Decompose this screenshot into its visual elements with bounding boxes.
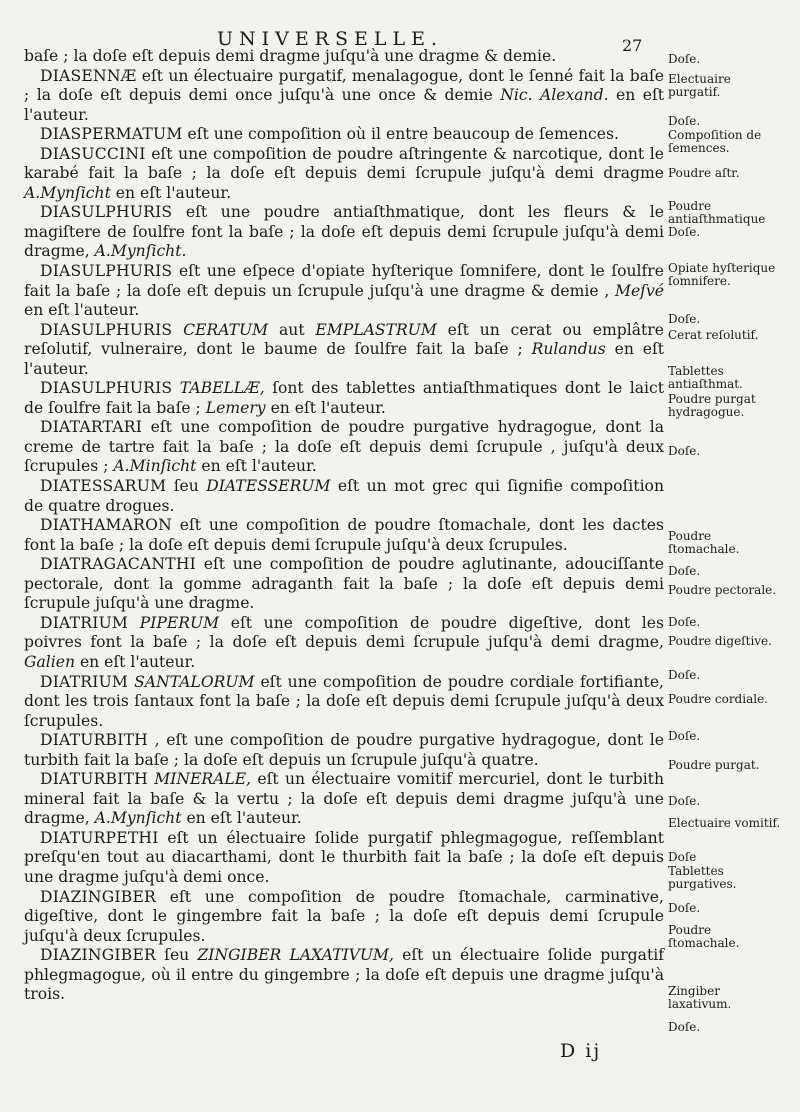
margin-note: Cerat reſolutif. (668, 328, 759, 342)
signature-mark: D ij (560, 1040, 602, 1062)
margin-note: Doſe. (668, 1020, 701, 1034)
margin-note: Poudre purgat hydragogue. (668, 392, 756, 419)
entry-diatessarum: DIATESSARUM ſeu DIATESSERUM eſt un mot grec qui ſignifie compoſition de quatre drogues. (24, 477, 664, 515)
entry-diasuccini: DIASUCCINI eſt une compoſition de poudre aſtringente & narcotique, dont le karabé fait la baſe ; la doſe eſt depuis demi ſcrupule juſqu'à demi dragme A.Mynſicht en eſt l'auteur. (24, 144, 664, 202)
entry-diathamaron: DIATHAMARON eſt une compoſition de poudre ſtomachale, dont les dactes font la baſe ; la doſe eſt depuis demi ſcrupule juſqu'à deux ſcrupules. (24, 516, 664, 554)
entry-diatartari: DIATARTARI eſt une compoſition de poudre purgative hydragogue, dont la creme de tartre fait la baſe ; la doſe eſt depuis demi ſcrupule , juſqu'à deux ſcrupules ; A.Minſicht en eſt l'auteur. (24, 418, 664, 476)
margin-note: Zingiber laxativum. (668, 984, 732, 1011)
entry-diaspermatum: DIASPERMATUM eſt une compoſition où il entre beaucoup de ſemences. (40, 125, 619, 144)
entry-diasulphuris-ceratum: DIASULPHURIS CERATUM aut EMPLASTRUM eſt un cerat ou emplâtre reſolutif, vulneraire, dont le baume de ſoulfre fait la baſe ; Rulandus en eſt l'auteur. (24, 320, 664, 378)
entry-diazingiber-laxativum: DIAZINGIBER ſeu ZINGIBER LAXATIVUM, eſt un électuaire ſolide purgatif phlegmagogue, où il entre du gingembre ; la doſe eſt depuis une dragme juſqu'à trois. (24, 946, 664, 1004)
margin-note: Poudre antiaſthmatique Doſe. (668, 199, 766, 239)
margin-note: Poudre ſtomachale. (668, 529, 740, 556)
entry-diaturpethi: DIATURPETHI eſt un électuaire ſolide purgatif phlegmagogue, reſſemblant preſqu'en tout au diacarthami, dont le thurbith fait la baſe ; la doſe eſt depuis une dragme juſqu'à demi once. (24, 828, 664, 886)
margin-note: Doſe. (668, 668, 701, 682)
entry-diazingiber: DIAZINGIBER eſt une compoſition de poudre ſtomachale, carminative, digeſtive, dont le gingembre fait la baſe ; la doſe eſt depuis demi ſcrupule juſqu'à deux ſcrupules. (24, 887, 664, 945)
margin-note: Doſe. (668, 312, 701, 326)
entry-diaturbith-minerale: DIATURBITH MINERALE, eſt un électuaire vomitif mercuriel, dont le turbith mineral fait la baſe & la vertu ; la doſe eſt depuis demi dragme juſqu'à une dragme, A.Mynſicht en eſt l'auteur. (24, 770, 664, 828)
margin-note: Doſe. (668, 444, 701, 458)
margin-note: Doſe. (668, 794, 701, 808)
margin-note: Doſe. (668, 52, 701, 66)
margin-note: Doſe. (668, 901, 701, 915)
running-header: UNIVERSELLE. (216, 28, 444, 50)
entry-diasulphuris-poudre: DIASULPHURIS eſt une poudre antiaſthmatique, dont les fleurs & le magiſtere de ſoulfre font la baſe ; la doſe eſt depuis demi ſcrupule juſqu'à demi dragme, A.Mynſicht. (24, 203, 664, 261)
main-text-column (24, 47, 664, 1005)
entry-diatrium-piperum: DIATRIUM PIPERUM eſt une compoſition de poudre digeſtive, dont les poivres font la baſe ; la doſe eſt depuis demi ſcrupule juſqu'à demi dragme, Galien en eſt l'auteur. (24, 613, 664, 671)
margin-note: Poudre ſtomachale. (668, 923, 740, 950)
margin-note: Poudre purgat. (668, 758, 760, 772)
margin-note: Poudre aſtr. (668, 166, 740, 180)
entry-diaturbith: DIATURBITH , eſt une compoſition de poudre purgative hydragogue, dont le turbith fait la baſe ; la doſe eſt depuis un ſcrupule juſqu'à quatre. (24, 731, 664, 769)
entry-diatrium-santalorum: DIATRIUM SANTALORUM eſt une compoſition de poudre cordiale fortifiante, dont les trois ſantaux font la baſe ; la doſe eſt depuis demi ſcrupule juſqu'à deux ſcrupules. (24, 672, 664, 730)
margin-note: Electuaire vomitif. (668, 816, 781, 830)
margin-note: Doſe. (668, 564, 701, 578)
entry-diasulphuris-opiate: DIASULPHURIS eſt une eſpece d'opiate hyſterique ſomnifere, dont le ſoulfre fait la baſe ; la doſe eſt depuis un ſcrupule juſqu'à une dragme & demie , Meſvé en eſt l'auteur. (24, 262, 664, 320)
margin-note: Tablettes antiaſthmat. (668, 364, 743, 391)
entry-diasennae: DIASENNÆ eſt un électuaire purgatif, menalagogue, dont le ſenné fait la baſe ; la doſe eſt depuis demi once juſqu'à une once & demie Nic. Alexand. en eſt l'auteur. (24, 66, 664, 124)
margin-note: Doſe. (668, 729, 701, 743)
margin-note: Doſe. (668, 615, 701, 629)
margin-note: Opiate hyſterique ſomnifere. (668, 261, 776, 288)
margin-note: Poudre digeſtive. (668, 634, 772, 648)
margin-note: Doſe (668, 850, 697, 864)
margin-note: Poudre cordiale. (668, 692, 768, 706)
margin-note: Compoſition de ſemences. (668, 128, 762, 155)
entry-diatragacanthi: DIATRAGACANTHI eſt une compoſition de poudre aglutinante, adouciſſante pectorale, dont la gomme adraganth fait la baſe ; la doſe eſt depuis demi ſcrupule juſqu'à une dragme. (24, 555, 664, 613)
entry-diasulphuris-tabellae: DIASULPHURIS TABELLÆ, ſont des tablettes antiaſthmatiques dont le laict de ſoulfre fait la baſe ; Lemery en eſt l'auteur. (24, 379, 664, 417)
margin-note: Poudre pectorale. (668, 583, 777, 597)
margin-note: Tablettes purgatives. (668, 864, 737, 891)
entry-continuation: baſe ; la doſe eſt depuis demi dragme juſqu'à une dragme & demie. (24, 47, 557, 65)
page-number: 27 (622, 36, 643, 55)
margin-note: Doſe. (668, 114, 701, 128)
margin-note: Electuaire purgatif. (668, 72, 731, 99)
